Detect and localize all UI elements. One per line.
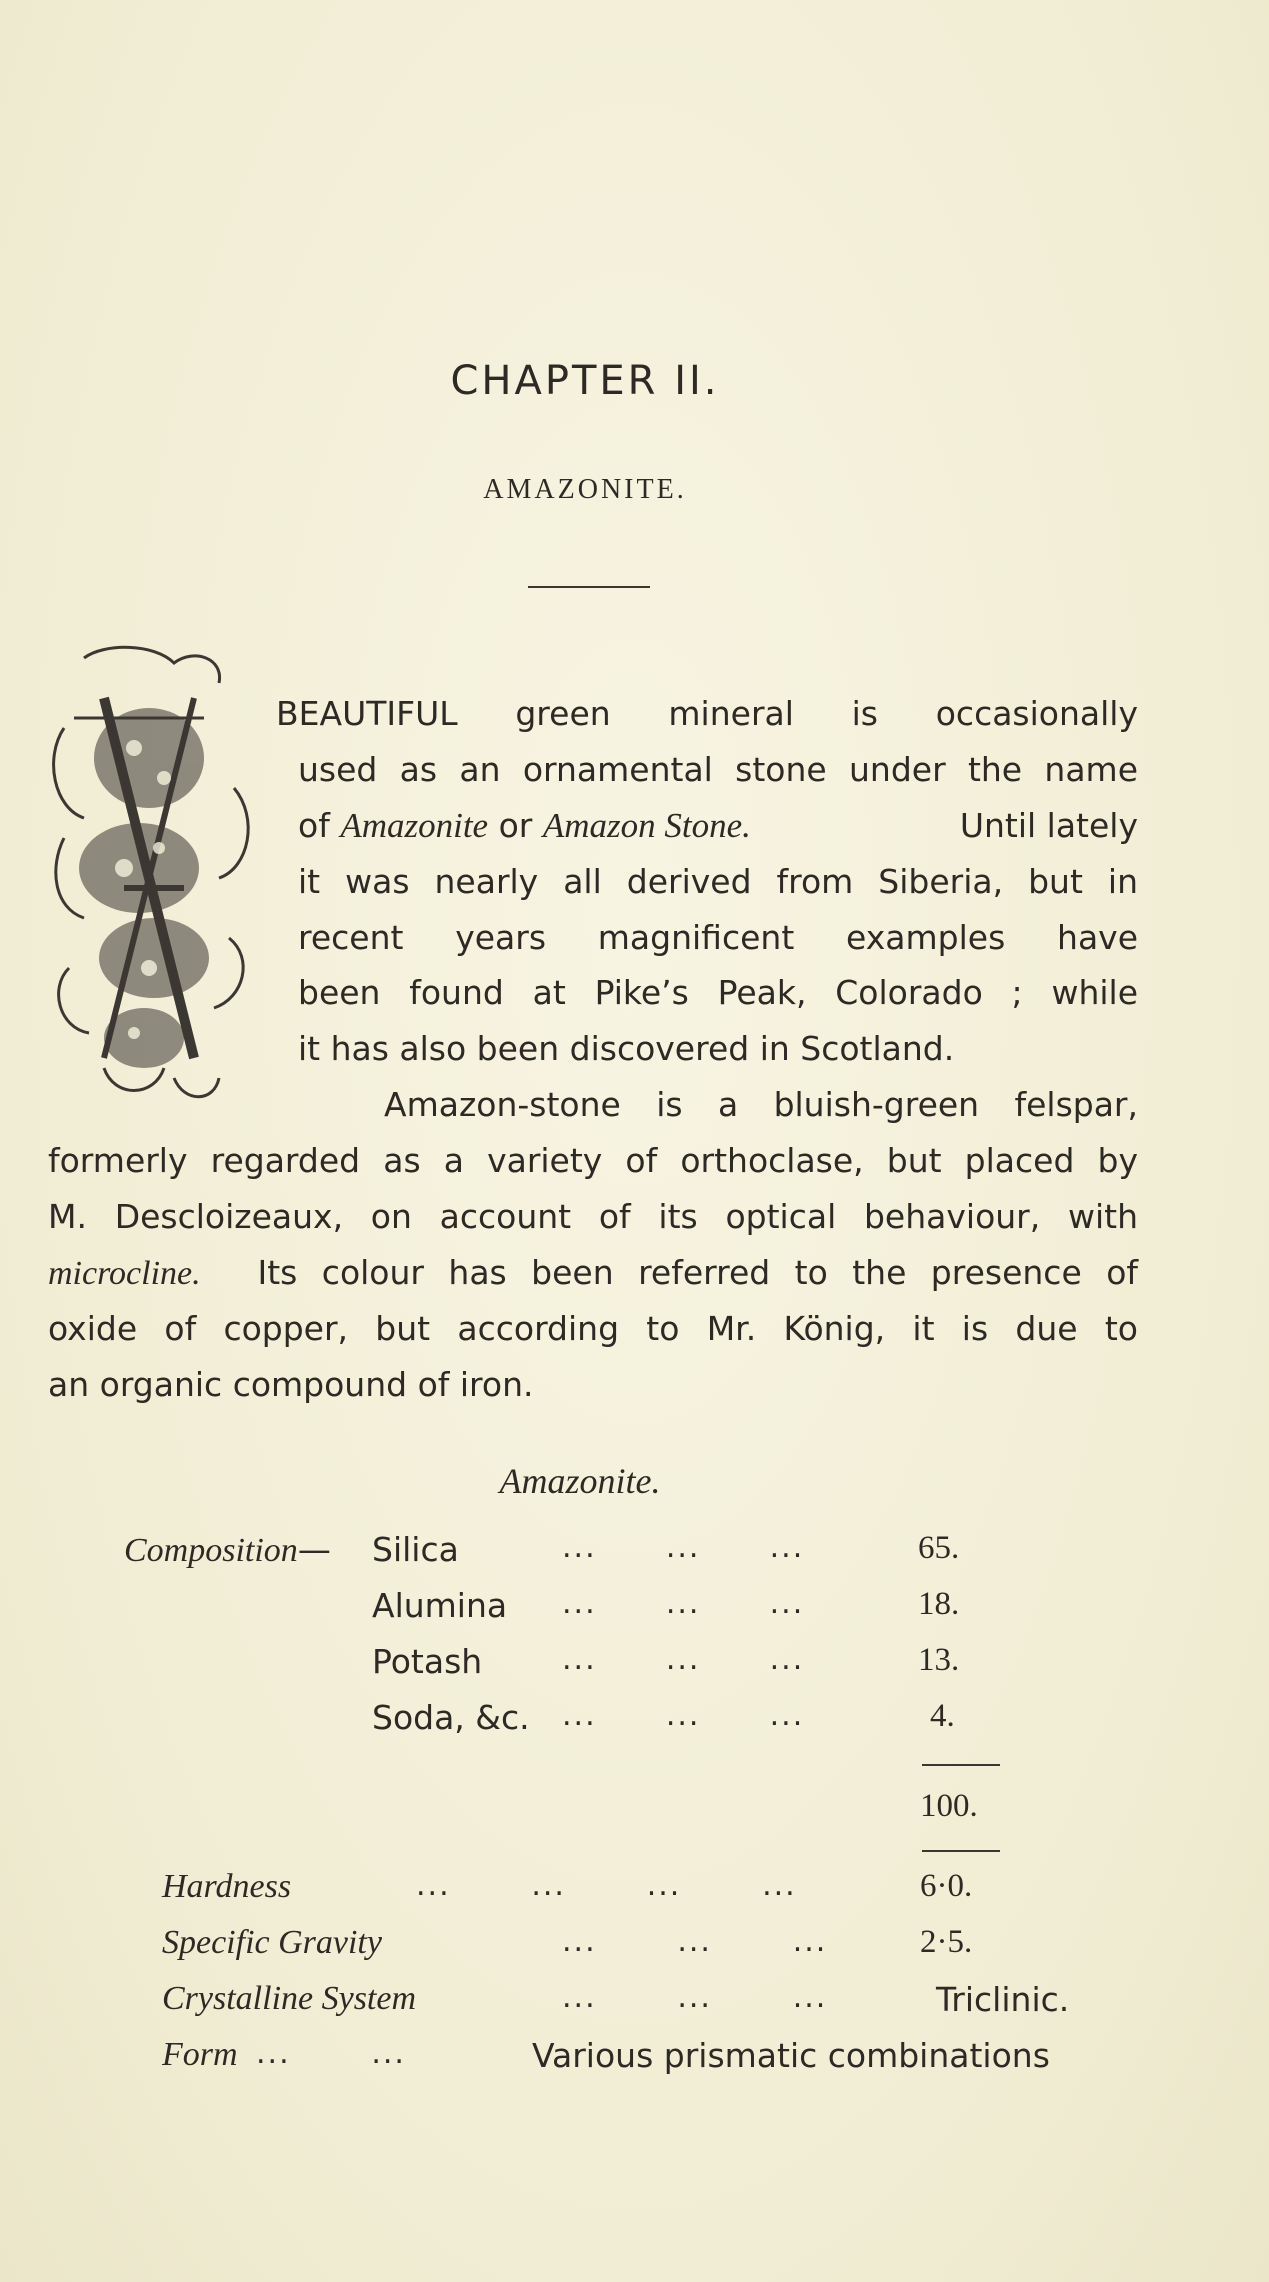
chapter-title: AMAZONITE. [483, 474, 687, 505]
term-microcline: microcline. [48, 1255, 201, 1292]
hardness-label: Hardness [162, 1868, 292, 1905]
para1-line-7: it has also been discovered in Scotland. [298, 1029, 955, 1068]
hardness-value: 6·0. [920, 1868, 973, 1904]
crystalline-system-dots: ... ... ... [562, 1980, 828, 2015]
crystalline-system-value: Triclinic. [936, 1980, 1070, 2019]
para2-line-4 [48, 1253, 1138, 1294]
composition-dash: — [297, 1530, 331, 1569]
para2-line-5: oxide of copper, but according to Mr. König, it is due to [48, 1309, 1138, 1348]
row-alumina-dots: ... ... ... [562, 1586, 805, 1621]
text-of: of [298, 806, 341, 845]
row-silica-dots: ... ... ... [562, 1530, 805, 1565]
total-rule [922, 1850, 1000, 1852]
text-colour-referred: Its colour has been referred to the presence of [208, 1253, 1138, 1292]
para1-line-4: it was nearly all derived from Siberia, but in [298, 862, 1138, 901]
crystalline-system-label: Crystalline System [162, 1980, 417, 2017]
para2-line-6: an organic compound of iron. [48, 1365, 534, 1404]
specific-gravity-value: 2·5. [920, 1924, 973, 1960]
row-potash-value: 13. [918, 1642, 960, 1678]
ornamental-initial-a-icon [44, 638, 262, 1112]
row-alumina-name: Alumina [372, 1586, 508, 1625]
row-soda-name: Soda, &c. [372, 1698, 530, 1737]
row-silica-value: 65. [918, 1530, 960, 1566]
term-amazonite: Amazonite [340, 806, 489, 845]
para2-line-3: M. Descloizeaux, on account of its optical behaviour, with [48, 1197, 1138, 1236]
specific-gravity-dots: ... ... ... [562, 1924, 828, 1959]
para1-line-3 [298, 806, 1138, 846]
row-potash-dots: ... ... ... [562, 1642, 805, 1677]
composition-total: 100. [920, 1788, 978, 1824]
form-value: Various prismatic combinations [532, 2036, 1050, 2075]
chapter-heading: CHAPTER II. [450, 358, 720, 404]
title-rule [528, 586, 650, 588]
composition-label-row [124, 1530, 331, 1570]
para1-line-2: used as an ornamental stone under the name [298, 750, 1138, 789]
table-title: Amazonite. [499, 1461, 661, 1501]
composition-label: Composition [124, 1532, 298, 1569]
form-label: Form [162, 2036, 238, 2073]
row-potash-name: Potash [372, 1642, 483, 1681]
para1-line-1: BEAUTIFUL green mineral is occasionally [276, 694, 1138, 733]
hardness-dots: ... ... ... ... [416, 1868, 797, 1903]
text-until-lately: Until lately [938, 806, 1138, 845]
specific-gravity-label: Specific Gravity [162, 1924, 382, 1961]
row-soda-value: 4. [930, 1698, 955, 1734]
row-alumina-value: 18. [918, 1586, 960, 1622]
row-soda-dots: ... ... ... [562, 1698, 805, 1733]
form-dots: ... ... [256, 2036, 406, 2071]
para1-line-6: been found at Pike’s Peak, Colorado ; while [298, 973, 1138, 1012]
text-or: or [488, 806, 543, 845]
para1-line-5: recent years magnificent examples have [298, 918, 1138, 957]
para2-line-2: formerly regarded as a variety of orthoclase, but placed by [48, 1141, 1138, 1180]
para2-line-1: Amazon-stone is a bluish-green felspar, [384, 1085, 1138, 1124]
row-silica-name: Silica [372, 1530, 459, 1569]
term-amazon-stone: Amazon Stone. [542, 806, 751, 845]
sum-rule [922, 1764, 1000, 1766]
